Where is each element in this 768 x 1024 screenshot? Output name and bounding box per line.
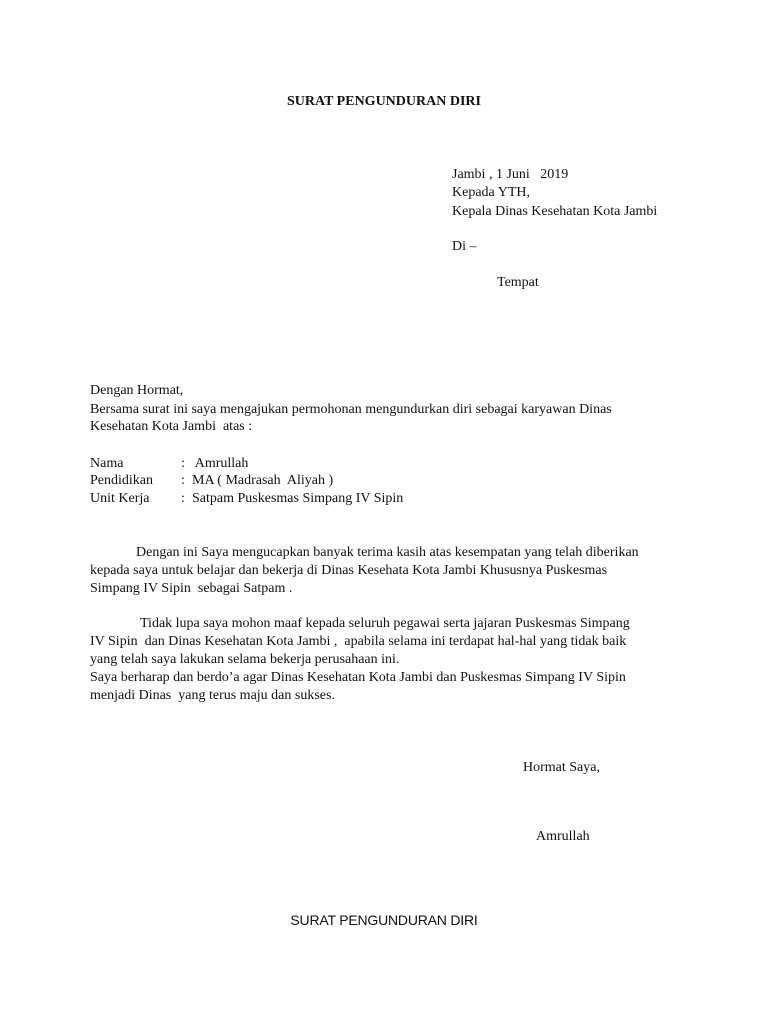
footer-document-title: SURAT PENGUNDURAN DIRI — [290, 912, 478, 928]
closing: Hormat Saya, — [523, 760, 600, 775]
greeting: Dengan Hormat, — [90, 383, 184, 398]
field-colon: : — [181, 491, 185, 506]
recipient-tempat: Tempat — [497, 275, 539, 290]
field-label: Nama — [90, 456, 124, 471]
para3-line-2: menjadi Dinas yang terus maju dan sukses. — [90, 688, 335, 703]
field-colon: : — [181, 473, 185, 488]
para2-line-1: Tidak lupa saya mohon maaf kepada seluruh pegawai serta jajaran Puskesmas Simpang — [140, 616, 630, 631]
letter-title: SURAT PENGUNDURAN DIRI — [287, 94, 481, 109]
recipient-line-1: Kepada YTH, — [452, 185, 531, 200]
para1-line-3: Simpang IV Sipin sebagai Satpam . — [90, 581, 293, 596]
para2-line-2: IV Sipin dan Dinas Kesehatan Kota Jambi , apabila selama ini terdapat hal-hal yang tidak baik — [90, 634, 627, 649]
field-value: Amrullah — [192, 456, 249, 471]
para1-line-1: Dengan ini Saya mengucapkan banyak terima kasih atas kesempatan yang telah diberikan — [136, 545, 639, 560]
field-colon: : — [181, 456, 185, 471]
intro-line-2: Kesehatan Kota Jambi atas : — [90, 419, 253, 434]
place-date: Jambi , 1 Juni 2019 — [452, 167, 569, 182]
recipient-di: Di – — [452, 239, 477, 254]
recipient-line-2: Kepala Dinas Kesehatan Kota Jambi — [452, 204, 658, 219]
field-label: Unit Kerja — [90, 491, 150, 506]
para2-line-3: yang telah saya lakukan selama bekerja perusahaan ini. — [90, 652, 400, 667]
para1-line-2: kepada saya untuk belajar dan bekerja di Dinas Kesehata Kota Jambi Khususnya Puskesmas — [90, 563, 608, 578]
field-value: MA ( Madrasah Aliyah ) — [192, 473, 334, 488]
field-label: Pendidikan — [90, 473, 153, 488]
para3-line-1: Saya berharap dan berdo’a agar Dinas Kesehatan Kota Jambi dan Puskesmas Simpang IV Sipin — [90, 670, 626, 685]
field-value: Satpam Puskesmas Simpang IV Sipin — [192, 491, 404, 506]
intro-line-1: Bersama surat ini saya mengajukan permohonan mengundurkan diri sebagai karyawan Dinas — [90, 402, 612, 417]
signature-name: Amrullah — [536, 829, 590, 844]
